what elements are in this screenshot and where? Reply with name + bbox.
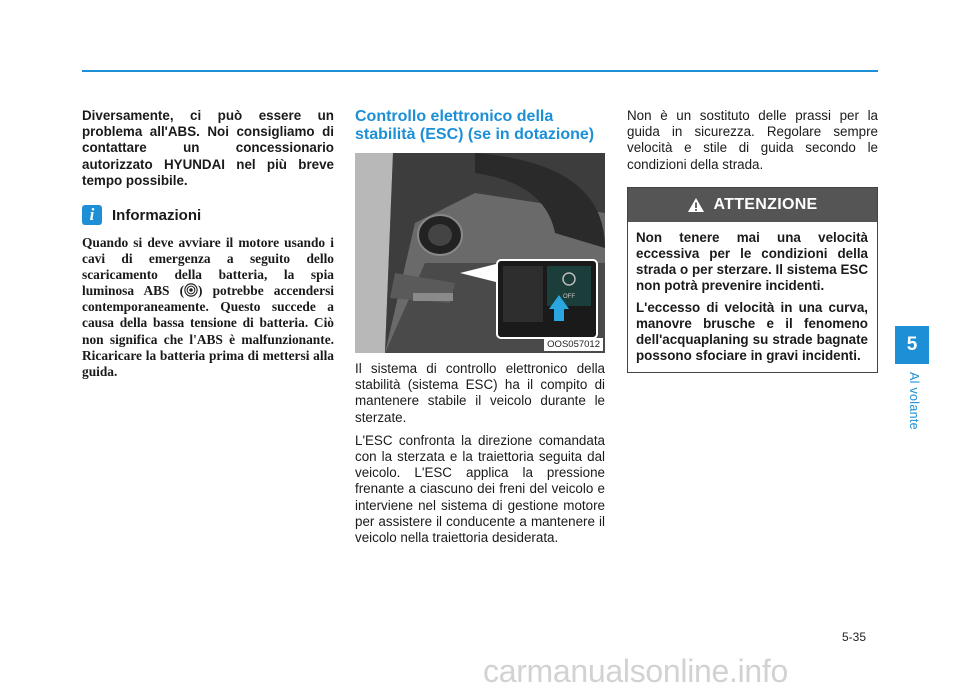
- info-icon: i: [82, 205, 102, 225]
- info-text-part1: Quando si deve avviare il motore usando i cavi di emergenza a seguito dello scaricamento della batteria, la spia luminosa ABS (: [82, 235, 334, 299]
- esc-off-label: OFF: [563, 294, 575, 300]
- watermark: carmanualsonline.info: [483, 653, 788, 689]
- middle-column: [355, 108, 605, 546]
- chapter-tab: 5: [895, 326, 929, 364]
- esc-paragraph-1: Il sistema di controllo elettronico della stabilità (sistema ESC) ha il compito di mantenere stabile il veicolo durante le sterzate.: [355, 361, 605, 425]
- warning-title: ATTENZIONE: [713, 195, 818, 213]
- section-title: Controllo elettronico della stabilità (ESC) (se in dotazione): [355, 108, 595, 143]
- abs-intro-text: Diversamente, ci può essere un problema all'ABS. Noi consigliamo di contattare un concessionario autorizzato HYUNDAI nel più breve tempo possibile.: [82, 108, 334, 188]
- warning-box: [627, 187, 878, 373]
- right-column: [627, 108, 878, 373]
- warning-header: [628, 188, 877, 222]
- figure-code: OOS057012: [544, 338, 603, 351]
- abs-warning-icon: [184, 283, 198, 297]
- warning-paragraph-2: L'eccesso di velocità in una curva, manovre brusche e il fenomeno dell'acquaplaning su strade bagnate possono sfociare in gravi incidenti.: [636, 299, 868, 363]
- esc-figure: [355, 153, 605, 353]
- info-title: Informazioni: [112, 206, 202, 224]
- page-number: 5-35: [842, 630, 867, 644]
- esc-paragraph-2: L'ESC confronta la direzione comandata con la sterzata e la traiettoria seguita dal veicolo. L'ESC applica la pressione frenante a ciascuno dei freni del veicolo e interviene nel sistema di gestione motore per assistere il conducente a mantenere il veicolo nella traiettoria desiderata.: [355, 432, 605, 546]
- info-heading: [82, 205, 334, 225]
- header-rule: [82, 70, 878, 72]
- info-text-part2: ) potrebbe accendersi contemporaneamente. Questo succede a causa della bassa tensione di batteria. Ciò non significa che l'ABS è malfunzionante. Ricaricare la batteria prima di mettersi alla guida.: [82, 283, 335, 379]
- info-text: [82, 235, 334, 380]
- warning-triangle-icon: [687, 197, 705, 213]
- warning-body: [628, 222, 877, 372]
- esc-body: [355, 361, 605, 546]
- warning-paragraph-1: Non tenere mai una velocità eccessiva per le condizioni della strada o per sterzare. Il sistema ESC non potrà prevenire incidenti.: [636, 229, 868, 293]
- esc-caution-intro: Non è un sostituto delle prassi per la guida in sicurezza. Regolare sempre velocità e stile di guida secondo le condizioni della strada.: [627, 108, 878, 172]
- dashboard-illustration: [355, 153, 605, 353]
- left-column: [82, 108, 334, 380]
- chapter-label: Al volante: [907, 372, 921, 430]
